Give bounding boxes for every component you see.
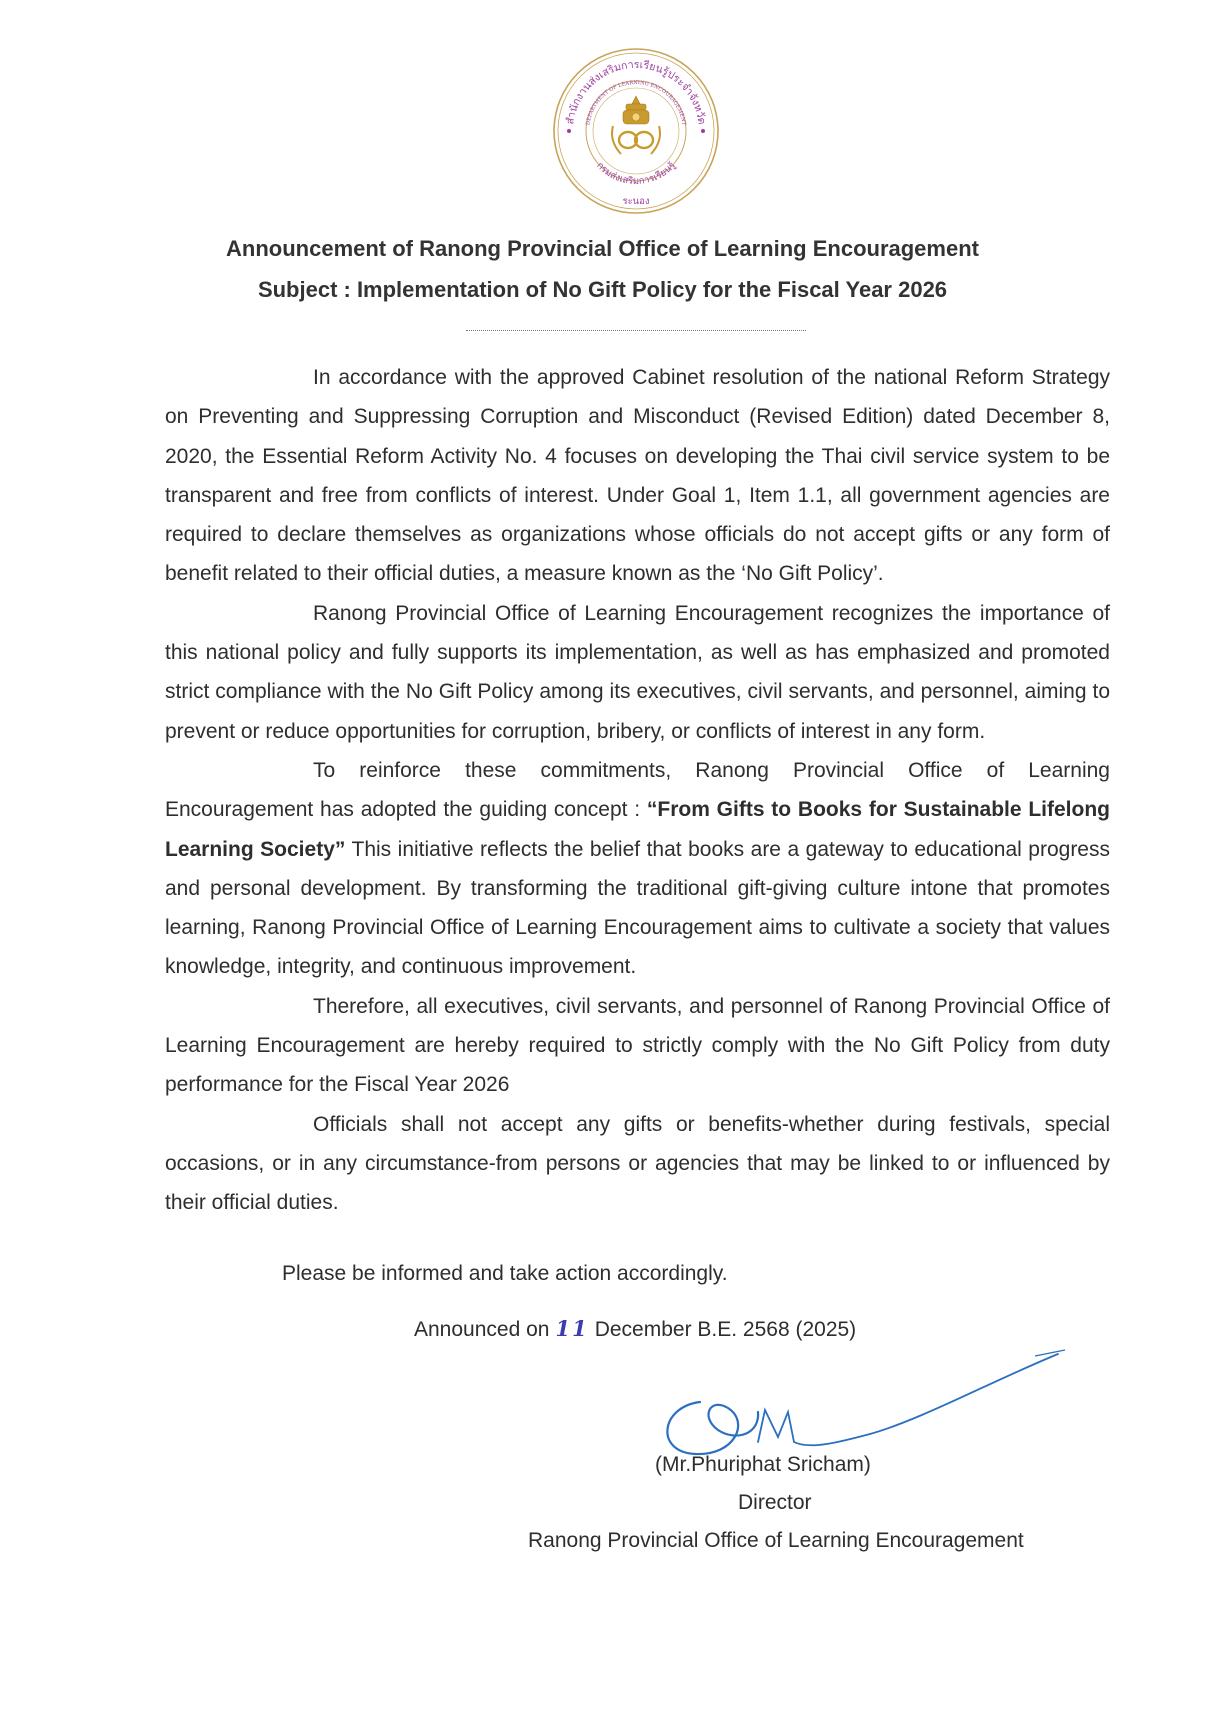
department-seal xyxy=(551,46,721,216)
announced-date-rest: December B.E. 2568 (2025) xyxy=(594,1318,857,1341)
paragraph-3-rest: This initiative reflects the belief that books are a gateway to educational progress and personal development. By transforming the traditional gift-giving culture intone that promotes learning, Ranong Provincial Office of Learning Encouragement aims to cultivate a society that values knowledge, integrity, and continuous improvement. xyxy=(165,837,1110,979)
title-divider xyxy=(466,330,806,331)
signatory-title: Director xyxy=(738,1491,812,1514)
announcement-subject: Subject : Implementation of No Gift Policy for the Fiscal Year 2026 xyxy=(257,277,948,302)
paragraph-5: Officials shall not accept any gifts or benefits-whether during festivals, special occasions, or in any circumstance-from persons or agencies that may be linked to or influenced by their official duties. xyxy=(165,1112,1110,1215)
announcement-body xyxy=(165,358,1110,1223)
signatory-name: (Mr.Phuriphat Sricham) xyxy=(655,1453,871,1476)
closing-line: Please be informed and take action accordingly. xyxy=(282,1262,728,1285)
announcement-date xyxy=(414,1316,856,1342)
announcement-title: Announcement of Ranong Provincial Office of Learning Encouragement xyxy=(226,236,979,261)
paragraph-3-lead: To reinforce these commitments, Ranong Provincial Office of Learning Encouragement has adopted the guiding concept : xyxy=(165,758,1110,822)
seal-arc-top: สำนักงานส่งเสริมการเรียนรู้ประจำจังหวัด xyxy=(564,58,708,126)
handwritten-day: 11 xyxy=(555,1316,589,1341)
seal-arc-bottom: กรมส่งเสริมการเรียนรู้ xyxy=(594,160,678,187)
paragraph-3 xyxy=(165,751,1110,987)
guiding-concept: “From Gifts to Books for Sustainable Lifelong Learning Society” xyxy=(165,798,1110,861)
paragraph-2: Ranong Provincial Office of Learning Encouragement recognizes the importance of this national policy and fully supports its implementation, as well as has emphasized and promoted strict compliance with the No Gift Policy among its executives, civil servants, and personnel, aiming to prevent or reduce opportunities for corruption, bribery, or conflicts of interest in any form. xyxy=(165,601,1110,743)
seal-province: ระนอง xyxy=(622,196,650,207)
seal-arc-inner: DEPARTMENT OF LEARNING ENCOURAGEMENT xyxy=(585,79,687,126)
announced-prefix: Announced on xyxy=(414,1318,550,1341)
paragraph-4: Therefore, all executives, civil servants, and personnel of Ranong Provincial Office of Learning Encouragement are hereby required to strictly comply with the No Gift Policy from duty performance for the Fiscal Year 2026 xyxy=(165,994,1110,1097)
signatory-organization: Ranong Provincial Office of Learning Encouragement xyxy=(528,1529,1024,1552)
seal-emblem-icon xyxy=(612,96,660,154)
paragraph-1: In accordance with the approved Cabinet resolution of the national Reform Strategy on Preventing and Suppressing Corruption and Misconduct (Revised Edition) dated December 8, 2020, the Essential Reform Activity No. 4 focuses on developing the Thai civil service system to be transparent and free from conflicts of interest. Under Goal 1, Item 1.1, all government agencies are required to declare themselves as organizations whose officials do not accept gifts or any form of benefit related to their official duties, a measure known as the ‘No Gift Policy’. xyxy=(165,366,1110,586)
